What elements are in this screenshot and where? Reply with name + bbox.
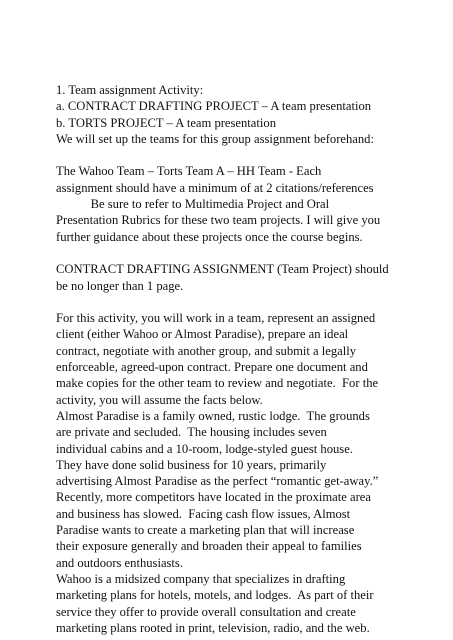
text-line: Presentation Rubrics for these two team projects. I will give you — [56, 213, 381, 228]
text-line: activity, you will assume the facts below. — [56, 392, 263, 407]
text-line: marketing plans for hotels, motels, and lodges. As part of their — [56, 588, 374, 603]
text-line: contract, negotiate with another group, and submit a legally — [56, 343, 357, 358]
paragraph-spacer — [56, 245, 446, 261]
text-line: be no longer than 1 page. — [56, 278, 184, 293]
document-body — [56, 82, 446, 636]
text-line: The Wahoo Team – Torts Team A – HH Team - Each — [56, 164, 322, 179]
contract-heading-paragraph — [56, 261, 446, 294]
text-line: Almost Paradise is a family owned, rustic lodge. The grounds — [56, 408, 370, 423]
text-line: and business has slowed. Facing cash flow issues, Almost — [56, 506, 351, 521]
text-line: marketing plans rooted in print, television, radio, and the web. — [56, 620, 370, 635]
activity-paragraph — [56, 310, 446, 636]
paragraph-spacer — [56, 294, 446, 310]
text-line: b. TORTS PROJECT – A team presentation — [56, 115, 276, 130]
text-line: 1. Team assignment Activity: — [56, 83, 204, 97]
text-line: assignment should have a minimum of at 2 citations/references — [56, 180, 374, 195]
text-line: They have done solid business for 10 years, primarily — [56, 457, 327, 472]
text-line: Wahoo is a midsized company that specializes in drafting — [56, 571, 346, 586]
text-line: make copies for the other team to review and negotiate. For the — [56, 376, 379, 391]
text-line: advertising Almost Paradise as the perfect “romantic get-away.” — [56, 474, 379, 489]
text-line: For this activity, you will work in a team, represent an assigned — [56, 311, 376, 326]
text-line: We will set up the teams for this group assignment beforehand: — [56, 131, 374, 146]
text-line: service they offer to provide overall consultation and create — [56, 604, 356, 619]
text-line: enforceable, agreed-upon contract. Prepare one document and — [56, 360, 368, 375]
team-paragraph — [56, 163, 446, 244]
text-line: their exposure generally and broaden their appeal to families — [56, 539, 362, 554]
text-line: client (either Wahoo or Almost Paradise), prepare an ideal — [56, 327, 349, 342]
text-line: Paradise wants to create a marketing plan that will increase — [56, 523, 355, 538]
text-line: and outdoors enthusiasts. — [56, 555, 183, 570]
assignment-intro — [56, 82, 446, 147]
text-line: further guidance about these projects once the course begins. — [56, 229, 363, 244]
text-line: CONTRACT DRAFTING ASSIGNMENT (Team Project) should — [56, 262, 389, 277]
text-line: individual cabins and a 10-room, lodge-styled guest house. — [56, 441, 353, 456]
text-line: are private and secluded. The housing includes seven — [56, 425, 327, 440]
text-line: a. CONTRACT DRAFTING PROJECT – A team presentation — [56, 99, 372, 114]
text-line: Be sure to refer to Multimedia Project and Oral — [56, 197, 330, 212]
paragraph-spacer — [56, 147, 446, 163]
text-line: Recently, more competitors have located in the proximate area — [56, 490, 371, 505]
